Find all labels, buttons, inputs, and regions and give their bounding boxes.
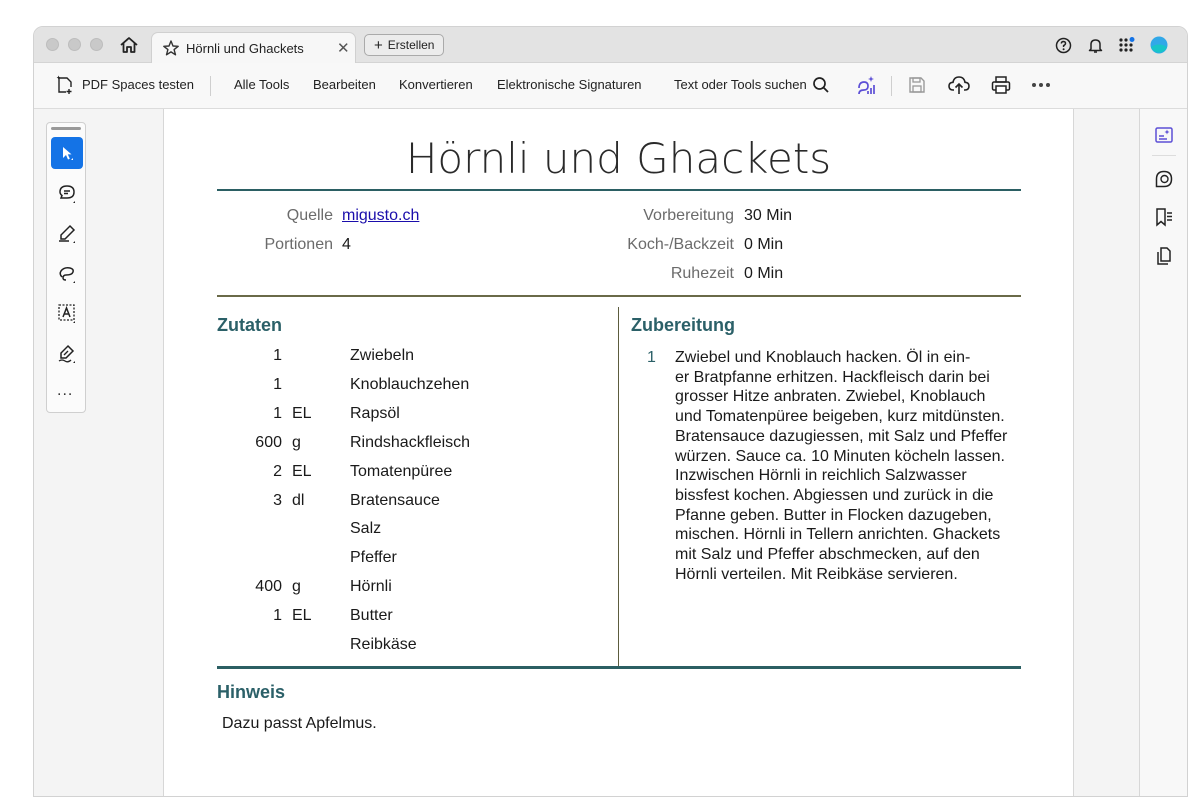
bell-icon[interactable] [1086,36,1104,54]
all-tools-menu[interactable]: Alle Tools [234,77,290,92]
create-button[interactable] [364,34,444,56]
minimize-window-button[interactable] [68,38,81,51]
portions-value: 4 [342,236,351,253]
cook-time-label: Koch-/Backzeit [627,236,734,253]
pdf-spaces-icon[interactable] [54,74,76,96]
ingredient-unit: EL [292,607,312,625]
column-divider [618,307,619,666]
ingredient-quantity: 2 [273,462,282,480]
pdf-spaces-button[interactable]: PDF Spaces testen [82,77,194,92]
apps-grid-icon[interactable] [1118,36,1136,54]
ingredient-row [217,434,607,463]
step-line: Pfanne geben. Butter in Flocken dazugeben, [675,506,992,524]
ingredient-quantity: 1 [273,375,282,393]
ingredient-quantity: 1 [273,404,282,422]
ingredient-name: Rapsöl [350,404,400,422]
close-tab-icon[interactable]: ✕ [337,40,350,57]
step-line: mischen. Hörnli in Tellern anrichten. Ghackets [675,526,1001,544]
profile-avatar-icon[interactable] [1150,36,1168,54]
portions-label: Portionen [264,236,333,253]
ingredient-name: Zwiebeln [350,347,415,364]
ingredient-row [217,405,607,434]
ingredient-row [217,376,607,405]
source-label: Quelle [286,207,333,224]
plus-icon: + [374,36,383,54]
ingredient-row [217,463,607,492]
tab-document[interactable] [151,32,356,63]
ingredient-unit: g [292,433,301,451]
more-tools-button[interactable]: ... [57,382,74,399]
home-icon[interactable] [118,34,140,56]
ingredient-quantity: 400 [255,578,282,596]
acrobat-window [33,26,1188,797]
bookmarks-icon[interactable] [1153,206,1175,228]
ingredient-row [217,607,607,636]
ingredients-heading: Zutaten [217,315,282,335]
star-icon[interactable] [162,39,180,62]
ingredient-quantity: 1 [273,607,282,625]
ingredient-row [217,492,607,521]
sign-pen-icon[interactable] [51,337,83,369]
step-line: Bratensauce dazugiessen, mit Salz und Pfeffer [675,427,1008,445]
save-icon[interactable] [906,74,928,96]
search-tools-field[interactable]: Text oder Tools suchen [674,77,807,92]
step-number: 1 [647,349,656,366]
esign-menu[interactable]: Elektronische Signaturen [497,77,642,92]
comments-panel-icon[interactable] [1153,168,1175,190]
toolbar-divider [210,76,211,96]
note-heading: Hinweis [217,682,286,702]
quick-tools-rail [46,122,86,413]
ingredient-name: Reibkäse [350,636,417,653]
ingredient-unit: dl [292,491,305,509]
document-page [164,109,1073,797]
ingredient-name: Pfeffer [350,549,397,567]
tab-title: Hörnli und Ghackets [186,41,304,56]
draw-lasso-icon[interactable] [51,257,83,289]
ingredient-quantity: 3 [273,491,282,509]
drag-handle[interactable] [51,127,81,130]
close-window-button[interactable] [46,38,59,51]
ingredient-row [217,549,607,578]
step-line: Hörnli verteilen. Mit Reibkäse servieren. [675,565,958,583]
ingredient-quantity: 600 [255,433,282,451]
pages-thumbnail-icon[interactable] [1153,245,1175,267]
more-options-icon[interactable] [1030,74,1052,96]
step-line: Inzwischen Hörnli in reichlich Salzwasser [675,467,967,485]
search-icon[interactable] [810,74,832,96]
source-value [342,207,419,225]
highlight-pen-icon[interactable] [51,217,83,249]
help-icon[interactable] [1054,36,1072,54]
ingredient-name: Knoblauchzehen [350,375,470,393]
ingredient-name: Salz [350,520,382,538]
step-line: grosser Hitze anbraten. Zwiebel, Knoblauch [675,388,986,406]
ingredient-name: Bratensauce [350,491,440,509]
ingredient-row [217,347,607,376]
ingredient-row [217,636,607,665]
print-icon[interactable] [990,74,1012,96]
prep-time-value: 30 Min [744,207,793,224]
ai-assistant-icon[interactable] [855,74,877,96]
comment-icon[interactable] [51,177,83,209]
step-line: mit Salz und Pfeffer abschmecken, auf den [675,546,980,564]
page-title: Hörnli und Ghackets [405,134,832,183]
edit-menu[interactable]: Bearbeiten [313,77,376,92]
ingredient-name: Rindshackfleisch [350,433,471,451]
step-line: Zwiebel und Knoblauch hacken. Öl in ein- [675,349,971,366]
note-text: Dazu passt Apfelmus. [222,715,377,732]
text-select-icon[interactable] [51,297,83,329]
source-link[interactable]: migusto.ch [342,207,420,224]
ingredient-name: Hörnli [350,578,392,596]
toolbar-divider [891,76,892,96]
right-panel-rail [1139,109,1188,797]
step-line: er Bratpfanne erhitzen. Hackfleisch darin bei [675,368,990,386]
ingredient-row [217,578,607,607]
ingredient-quantity: 1 [273,347,282,364]
select-tool-button[interactable] [51,137,83,169]
section-rule [217,666,1021,669]
meta-rule [217,295,1021,297]
ingredient-row [217,520,607,549]
upload-cloud-icon[interactable] [948,74,970,96]
prep-time-label: Vorbereitung [643,207,734,224]
scroll-gutter [1073,109,1139,797]
ai-summary-icon[interactable] [1153,124,1175,146]
ingredient-unit: EL [292,462,312,480]
step-line: bissfest kochen. Abgiessen und zurück in die [675,486,994,504]
ingredient-name: Tomatenpüree [350,462,453,480]
convert-menu[interactable]: Konvertieren [399,77,473,92]
title-bar [34,27,1187,63]
rail-divider [1152,155,1176,156]
preparation-heading: Zubereitung [631,315,735,335]
title-rule [217,189,1021,191]
step-text [675,348,1025,584]
ingredient-unit: g [292,578,301,596]
zoom-window-button[interactable] [90,38,103,51]
ingredient-name: Butter [350,607,393,625]
step-line: und Tomatenpüree beigeben, kurz mitdünsten. [675,408,1005,426]
create-label: Erstellen [387,38,435,52]
cook-time-value: 0 Min [744,236,784,253]
step-line: würzen. Sauce ca. 10 Minuten köcheln lassen. [675,447,1005,465]
rest-time-label: Ruhezeit [670,265,734,282]
rest-time-value: 0 Min [744,265,784,282]
ingredient-unit: EL [292,404,312,422]
main-toolbar [34,63,1187,109]
